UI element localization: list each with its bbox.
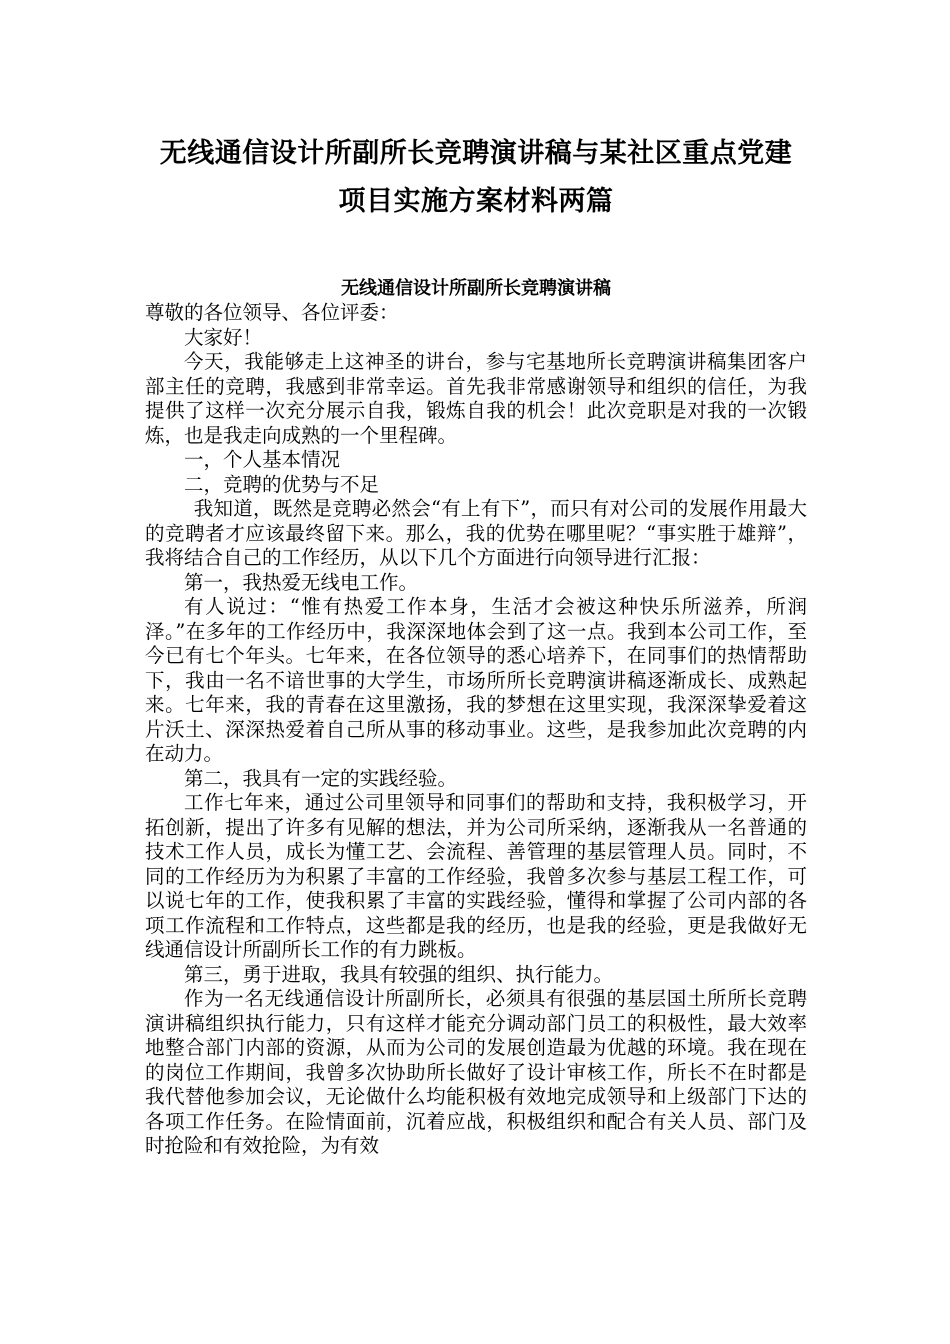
point-heading: 第二，我具有一定的实践经验。 <box>184 766 458 790</box>
salutation: 尊敬的各位领导、各位评委： <box>145 301 399 324</box>
document-title <box>145 0 807 226</box>
heading-personal-info: 一，个人基本情况 <box>184 448 341 471</box>
document-title-line-1: 无线通信设计所副所长竞聘演讲稿与某社区重点党建 <box>159 138 793 169</box>
heading-advantages: 二，竞聘的优势与不足 <box>184 472 380 496</box>
point-heading: 第三，勇于进取，我具有较强的组织、执行能力。 <box>184 962 614 986</box>
paragraph: 我知道，既然是竞聘必然会“有上有下”，而只有对公司的发展作用最大的竞聘者才应该最终留下来。那么，我的优势在哪里呢？“事实胜于雄辩”，我将结合自己的工作经历，从以下几个方面进行向领导进行汇报： <box>145 497 807 569</box>
document-title-line-2: 项目实施方案材料两篇 <box>338 186 614 217</box>
document-body <box>145 301 807 1159</box>
greeting: 大家好！ <box>184 325 263 349</box>
paragraph: 工作七年来，通过公司里领导和同事们的帮助和支持，我积极学习，开拓创新，提出了许多有见解的想法，并为公司所采纳，逐渐我从一名普通的技术工作人员，成长为懂工艺、会流程、善管理的基层管理人员。同时，不同的工作经历为为积累了丰富的工作经验，我曾多次参与基层工程工作，可以说七年的工作，使我积累了丰富的实践经验，懂得和掌握了公司内部的各项工作流程和工作特点，这些都是我的经历，也是我的经验，更是我做好无线通信设计所副所长工作的有力跳板。 <box>145 791 807 961</box>
paragraph: 有人说过：“惟有热爱工作本身，生活才会被这种快乐所滋养，所润泽。”在多年的工作经历中，我深深地体会到了这一点。我到本公司工作，至今已有七个年头。七年来，在各位领导的悉心培养下，在同事们的热情帮助下，我由一名不谙世事的大学生，市场所所长竞聘演讲稿逐渐成长、成熟起来。七年来，我的青春在这里激扬，我的梦想在这里实现，我深深挚爱着这片沃土、深深热爱着自己所从事的移动事业。这些，是我参加此次竞聘的内在动力。 <box>145 595 807 765</box>
paragraph: 作为一名无线通信设计所副所长，必须具有很强的基层国土所所长竞聘演讲稿组织执行能力，只有这样才能充分调动部门员工的积极性，最大效率地整合部门内部的资源，从而为公司的发展创造最为优越的环境。我在现在的岗位工作期间，我曾多次协助所长做好了设计审核工作，所长不在时都是我代替他参加会议，无论做什么均能积极有效地完成领导和上级部门下达的各项工作任务。在险情面前，沉着应战，积极组织和配合有关人员、部门及时抢险和有效抢险，为有效 <box>145 987 807 1157</box>
point-heading: 第一，我热爱无线电工作。 <box>184 570 419 594</box>
paragraph: 今天，我能够走上这神圣的讲台，参与宅基地所长竞聘演讲稿集团客户部主任的竞聘，我感到非常幸运。首先我非常感谢领导和组织的信任，为我提供了这样一次充分展示自我，锻炼自我的机会！此次竞职是对我的一次锻炼，也是我走向成熟的一个里程碑。 <box>145 350 807 447</box>
section-title: 无线通信设计所副所长竞聘演讲稿 <box>341 278 611 299</box>
